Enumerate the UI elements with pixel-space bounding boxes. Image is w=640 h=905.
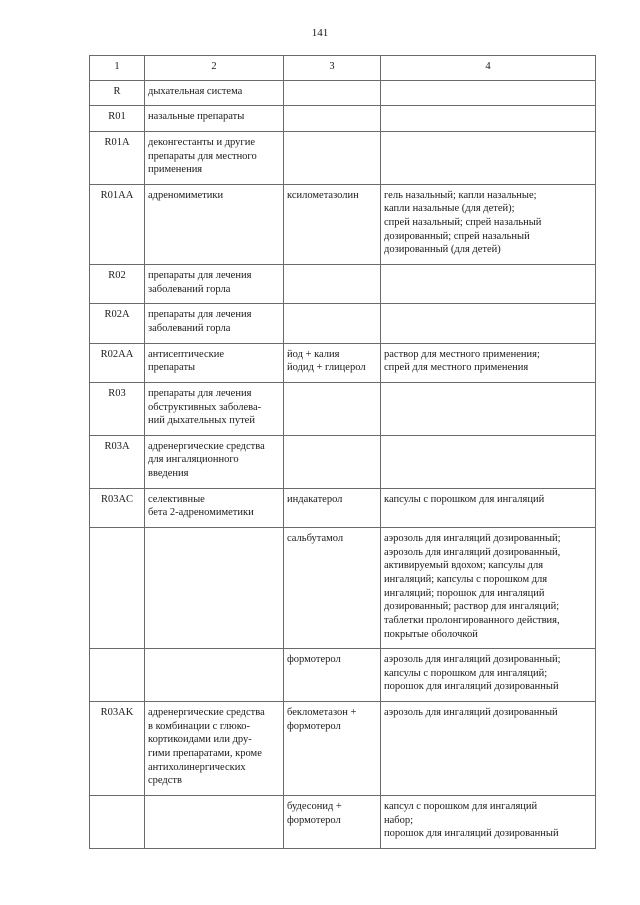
dosage-form — [381, 265, 596, 304]
drug-name: йод + калия йодид + глицерол — [284, 343, 381, 382]
atc-group: адренергические средства для ингаляционного введения — [145, 435, 284, 488]
atc-code: R03AK — [90, 702, 145, 796]
table-row — [90, 80, 596, 106]
dosage-form — [381, 435, 596, 488]
table-row — [90, 488, 596, 527]
drug-name — [284, 304, 381, 343]
table-row — [90, 106, 596, 132]
table-row — [90, 131, 596, 184]
table-header-row — [90, 56, 596, 81]
drug-name — [284, 131, 381, 184]
dosage-form: аэрозоль для ингаляций дозированный — [381, 702, 596, 796]
drug-name: беклометазон + формотерол — [284, 702, 381, 796]
atc-group: адренергические средства в комбинации с глюко- кортикоидами или дру- гими препаратами, кроме антихолинергических средств — [145, 702, 284, 796]
column-header: 1 — [90, 56, 145, 81]
column-header: 3 — [284, 56, 381, 81]
atc-group: препараты для лечения заболеваний горла — [145, 304, 284, 343]
atc-code: R03 — [90, 382, 145, 435]
atc-group: препараты для лечения обструктивных заболева- ний дыхательных путей — [145, 382, 284, 435]
atc-group: препараты для лечения заболеваний горла — [145, 265, 284, 304]
atc-group: деконгестанты и другие препараты для местного применения — [145, 131, 284, 184]
drug-name — [284, 106, 381, 132]
dosage-form — [381, 80, 596, 106]
table-row — [90, 184, 596, 264]
dosage-form — [381, 131, 596, 184]
table-row — [90, 702, 596, 796]
dosage-form: гель назальный; капли назальные; капли назальные (для детей); спрей назальный; спрей назальный дозированный; спрей назальный дозированный (для детей) — [381, 184, 596, 264]
atc-code: R — [90, 80, 145, 106]
table-row — [90, 435, 596, 488]
atc-group: дыхательная система — [145, 80, 284, 106]
dosage-form — [381, 106, 596, 132]
atc-group: селективные бета 2-адреномиметики — [145, 488, 284, 527]
drug-name: формотерол — [284, 649, 381, 702]
atc-code: R02AA — [90, 343, 145, 382]
table-row — [90, 265, 596, 304]
dosage-form: капсулы с порошком для ингаляций — [381, 488, 596, 527]
table-row — [90, 304, 596, 343]
dosage-form: капсул с порошком для ингаляций набор; порошок для ингаляций дозированный — [381, 795, 596, 848]
table-row — [90, 528, 596, 649]
atc-code: R03AC — [90, 488, 145, 527]
empty-cell — [145, 528, 284, 649]
table-row — [90, 382, 596, 435]
drug-name — [284, 80, 381, 106]
page-number: 141 — [311, 27, 329, 39]
empty-cell — [90, 649, 145, 702]
dosage-form: аэрозоль для ингаляций дозированный; аэрозоль для ингаляций дозированный, активируемый вдохом; капсулы для ингаляций; капсулы с порошком для ингаляций; порошок для ингаляций дозированный; раствор для ингаляций; таблетки пролонгированного действия, покрытые оболочкой — [381, 528, 596, 649]
dosage-form: раствор для местного применения; спрей для местного применения — [381, 343, 596, 382]
column-header: 4 — [381, 56, 596, 81]
empty-cell — [90, 795, 145, 848]
table-row — [90, 343, 596, 382]
empty-cell — [145, 649, 284, 702]
atc-code: R02A — [90, 304, 145, 343]
atc-code: R01AA — [90, 184, 145, 264]
drug-name — [284, 265, 381, 304]
empty-cell — [145, 795, 284, 848]
table-row — [90, 795, 596, 848]
empty-cell — [90, 528, 145, 649]
dosage-form: аэрозоль для ингаляций дозированный; капсулы с порошком для ингаляций; порошок для ингаляций дозированный — [381, 649, 596, 702]
dosage-form — [381, 304, 596, 343]
atc-group: антисептические препараты — [145, 343, 284, 382]
drug-name: индакатерол — [284, 488, 381, 527]
drug-name — [284, 435, 381, 488]
drug-name: будесонид + формотерол — [284, 795, 381, 848]
atc-group: адреномиметики — [145, 184, 284, 264]
drug-name — [284, 382, 381, 435]
atc-code: R01A — [90, 131, 145, 184]
drug-classification-table — [89, 55, 596, 849]
dosage-form — [381, 382, 596, 435]
table-row — [90, 649, 596, 702]
column-header: 2 — [145, 56, 284, 81]
atc-code: R02 — [90, 265, 145, 304]
drug-name: сальбутамол — [284, 528, 381, 649]
drug-name: ксилометазолин — [284, 184, 381, 264]
atc-code: R03A — [90, 435, 145, 488]
atc-code: R01 — [90, 106, 145, 132]
atc-group: назальные препараты — [145, 106, 284, 132]
